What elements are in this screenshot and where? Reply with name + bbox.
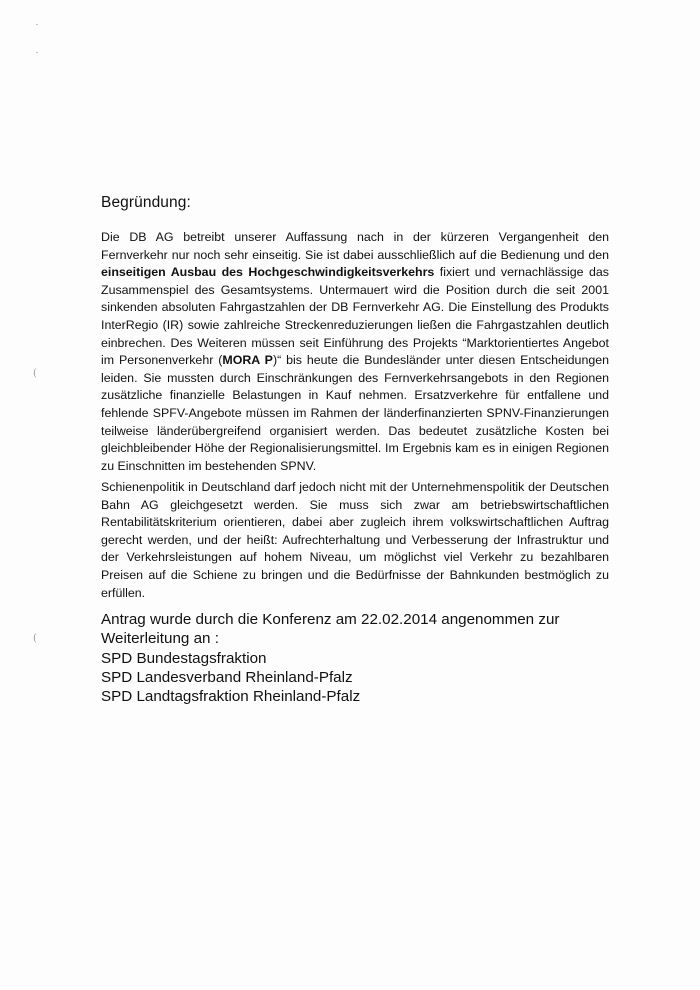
punch-hole-mark: ( <box>33 633 37 644</box>
paragraph-text: Die DB AG betreibt unserer Auffassung nach in der kürzeren Vergangenheit den Fernverkehr nur noch sehr einseitig. Sie ist dabei ausschließlich auf die Bedienung und den <box>101 230 609 262</box>
recipient-bundestagsfraktion: SPD Bundestagsfraktion <box>101 649 267 667</box>
resolution-line: Antrag wurde durch die Konferenz am 22.02.2014 angenommen zur <box>101 611 560 628</box>
section-heading: Begründung: <box>101 194 191 211</box>
recipient-landtagsfraktion: SPD Landtagsfraktion Rheinland-Pfalz <box>101 688 361 706</box>
justification-paragraph-2: Schienenpolitik in Deutschland darf jedoch nicht mit der Unternehmenspolitik der Deutschen Bahn AG gleichgesetzt werden. Sie muss sich zwar am betriebswirtschaftlichen Rentabilitätskriterium orientieren, dabei aber zugleich ihrem volkswirtschaftlichen Auftrag gerecht werden, und der heißt: Aufrechterhaltung und Verbesserung der Infrastruktur und der Verkehrsleistungen auf hohem Niveau, um möglichst viel Verkehr zu bezahlbaren Preisen auf die Schiene zu bringen und die Bedürfnisse der Bahnkunden bestmöglich zu erfüllen. <box>101 480 609 600</box>
bold-phrase-hochgeschwindigkeit: einseitigen Ausbau des Hochgeschwindigkeitsverkehrs <box>101 265 435 280</box>
scan-speck <box>36 52 38 53</box>
resolution-block <box>101 610 621 706</box>
recipient-landesverband: SPD Landesverband Rheinland-Pfalz <box>101 668 353 686</box>
punch-hole-mark: ( <box>33 368 37 379</box>
justification-paragraph-1 <box>101 229 609 475</box>
bold-phrase-mora-p: MORA P <box>222 353 273 368</box>
paragraph-text: fixiert und vernachlässige das Zusammenspiel des Gesamtsystems. Untermauert wird die Position durch die seit 2001 sinkenden absoluten Fahrgastzahlen der DB Fernverkehr AG. Die Einstellung des Produkts InterRegio (IR) sowie zahlreiche Streckenreduzierungen ließen die Fahrgastzahlen deutlich einbrechen. Des Weiteren müssen seit Einführung des Projekts “Marktorientiertes Angebot im Personenverkehr ( <box>101 265 609 368</box>
scan-speck <box>36 24 38 25</box>
paragraph-text: )“ bis heute die Bundesländer unter diesen Entscheidungen leiden. Sie mussten durch Einschränkungen des Fernverkehrsangebots in den Regionen zusätzliche finanzielle Belastungen in Kauf nehmen. Ersatzverkehre für entfallene und fehlende SPFV-Angebote müssen im Rahmen der länderfinanzierten SPNV-Finanzierungen teilweise länderübergreifend organisiert werden. Das bedeutet zusätzliche Kosten bei gleichbleibender Höhe der Regionalisierungsmittel. Im Ergebnis kam es in einigen Regionen zu Einschnitten im bestehenden SPNV. <box>101 353 610 473</box>
resolution-line: Weiterleitung an : <box>101 630 219 648</box>
